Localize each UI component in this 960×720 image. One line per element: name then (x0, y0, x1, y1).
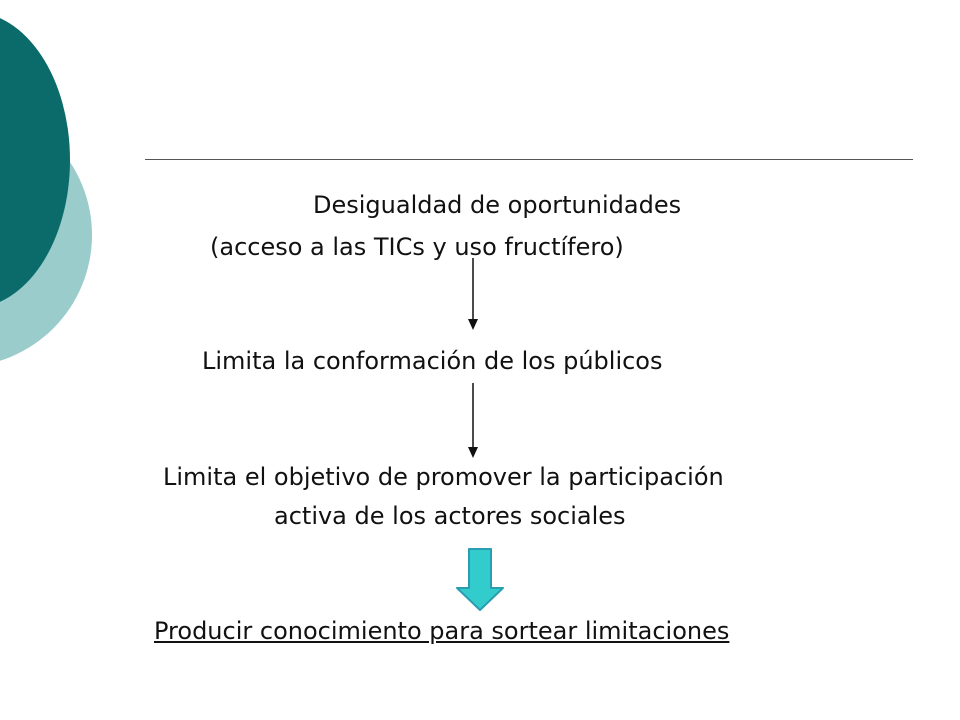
decorative-circles (0, 0, 120, 400)
block-arrow-down (457, 549, 503, 610)
text-producir-conocimiento: Producir conocimiento para sortear limitaciones (154, 617, 730, 645)
arrow-down-2 (468, 383, 478, 458)
header-rule (145, 159, 913, 160)
text-acceso-tics: (acceso a las TICs y uso fructífero) (210, 233, 624, 261)
text-limita-publicos: Limita la conformación de los públicos (202, 347, 663, 375)
text-actores-sociales: activa de los actores sociales (274, 502, 626, 530)
text-desigualdad: Desigualdad de oportunidades (313, 191, 682, 219)
arrow-down-1 (468, 258, 478, 330)
text-limita-objetivo: Limita el objetivo de promover la participación (163, 463, 724, 491)
